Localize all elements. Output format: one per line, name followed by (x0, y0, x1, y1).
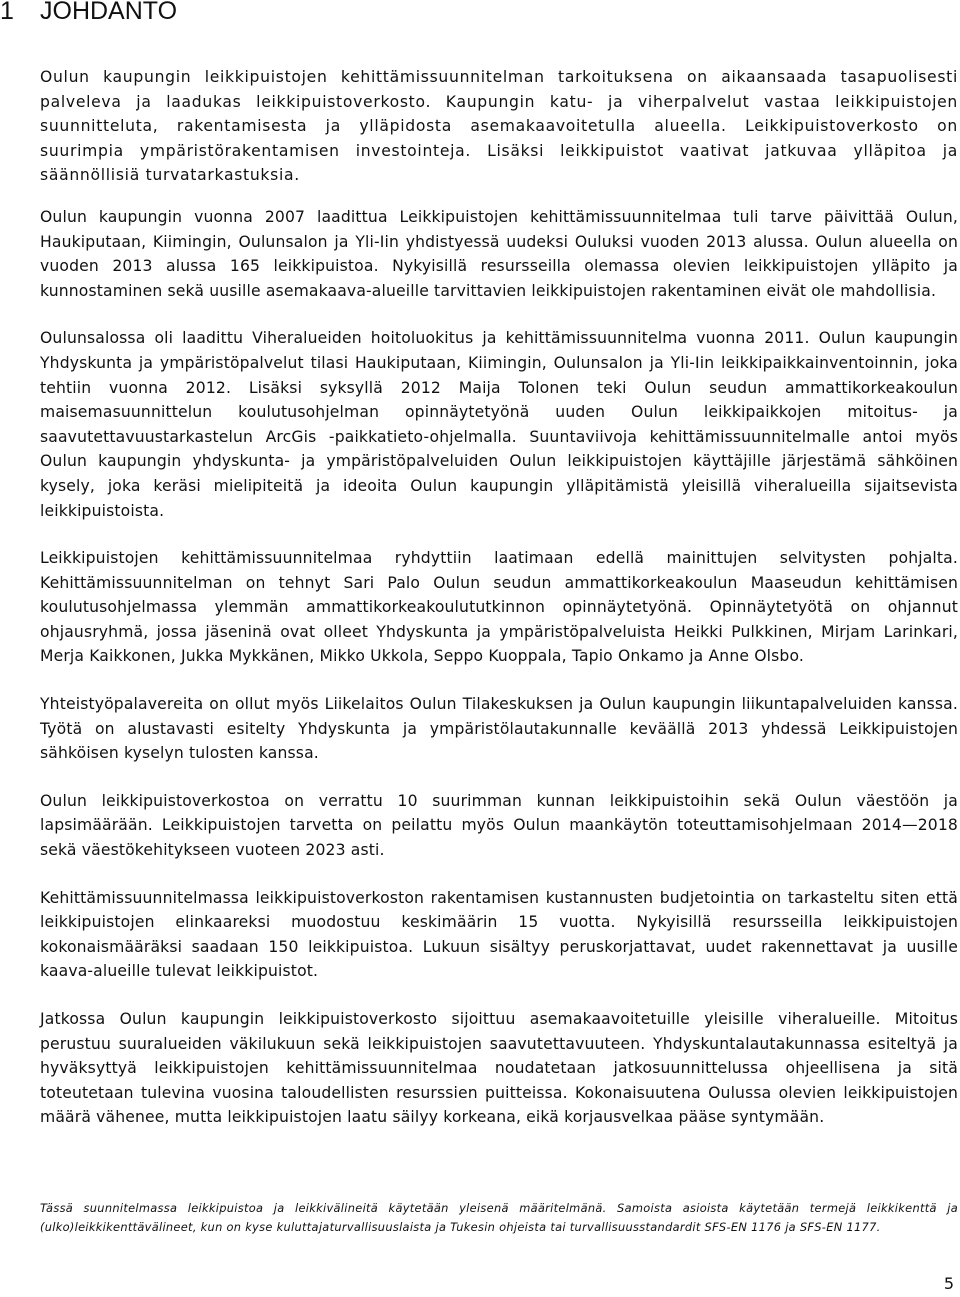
paragraph: Oulun kaupungin leikkipuistojen kehittämissuunnitelman tarkoituksena on aikaansaada tasapuolisesti palveleva ja laadukas leikkipuistoverkosto. Kaupungin katu- ja viherpalvelut vastaa leikkipuistojen suunnitteluta, rakentamisesta ja ylläpidosta asemakaavoitetulla alueella. Leikkipuistoverkosto on suurimpia ympäristörakentamisen investointeja. Lisäksi leikkipuistot vaativat jatkuvaa ylläpitoa ja säännöllisiä turvatarkastuksia. (40, 68, 958, 185)
footnote: Tässä suunnitelmassa leikkipuistoa ja leikkivälineitä käytetään yleisenä määritelmänä. Samoista asioista käytetään termejä leikkikenttä ja (ulko)leikkikenttävälineet, kun on kyse kuluttajaturvallisuuslaista ja Tukesin ohjeista tai turvallisuusstandardit SFS-EN 1176 ja SFS-EN 1177. (40, 1201, 958, 1234)
chapter-heading (0, 0, 177, 26)
paragraph: Oulun leikkipuistoverkostoa on verrattu 10 suurimman kunnan leikkipuistoihin sekä Oulun väestöön ja lapsimäärään. Leikkipuistojen tarvetta on peilattu myös Oulun maankäytön toteuttamisohjelmaan 2014—2018 sekä väestökehitykseen vuoteen 2023 asti. (40, 791, 958, 860)
chapter-title: JOHDANTO (40, 0, 178, 25)
paragraph: Kehittämissuunnitelmassa leikkipuistoverkoston rakentamisen kustannusten budjetointia on tarkasteltu siten että leikkipuistojen elinkaareksi muodostuu keskimäärin 15 vuotta. Nykyisillä resursseilla leikkipuistojen kokonaismääräksi saadaan 150 leikkipuistoa. Lukuun sisältyy peruskorjattavat, uudet rakennettavat ja uusille kaava-alueille tulevat leikkipuistot. (40, 888, 958, 981)
paragraph: Oulun kaupungin vuonna 2007 laadittua Leikkipuistojen kehittämissuunnitelmaa tuli tarve päivittää Oulun, Haukiputaan, Kiimingin, Oulunsalon ja Yli-Iin yhdistyessä uudeksi Ouluksi vuoden 2013 alussa. Oulun alueella on vuoden 2013 alussa 165 leikkipuistoa. Nykyisillä resursseilla olemassa olevien leikkipuistojen ylläpito ja kunnostaminen sekä uusille asemakaava-alueille tarvittavien leikkipuistojen rakentaminen eivät ole mahdollisia. (40, 207, 958, 300)
page-number: 5 (943, 1274, 954, 1293)
paragraph: Jatkossa Oulun kaupungin leikkipuistoverkosto sijoittuu asemakaavoitetuille yleisille viheralueille. Mitoitus perustuu suuralueiden väkilukuun sekä leikkipuistojen saavutettavuuteen. Yhdyskuntalautakunnassa esiteltyä ja hyväksyttyä leikkipuistojen kehittämissuunnitelmaa noudatetaan jatkosuunnittelussa ohjeellisena ja sitä toteutetaan tulevina vuosina taloudellisten resurssien puitteissa. Kokonaisuutena Oulussa olevien leikkipuistojen määrä vähenee, mutta leikkipuistojen laatu säilyy korkeana, eikä korjausvelkaa pääse syntymään. (40, 1010, 958, 1127)
paragraph: Yhteistyöpalavereita on ollut myös Liikelaitos Oulun Tilakeskuksen ja Oulun kaupungin liikuntapalveluiden kanssa. Työtä on alustavasti esitelty Yhdyskunta ja ympäristölautakunnalle keväällä 2013 yhdessä Leikkipuistojen sähköisen kyselyn tulosten kanssa. (40, 695, 958, 763)
body-text (40, 65, 958, 1153)
paragraph: Oulunsalossa oli laadittu Viheralueiden hoitoluokitus ja kehittämissuunnitelma vuonna 2011. Oulun kaupungin Yhdyskunta ja ympäristöpalvelut tilasi Haukiputaan, Kiimingin, Oulunsalon ja Yli-Iin leikkipaikkainventoinnin, joka tehtiin vuonna 2012. Lisäksi syksyllä 2012 Maija Tolonen teki Oulun seudun ammattikorkeakoulun maisemasuunnittelun koulutusohjelman opinnäytetyönä uuden Oulun leikkipaikkojen mitoitus- ja saavutettavuustarkastelun ArcGis -paikkatieto-ohjelmalla. Suuntaviivoja kehittämissuunnitelmalle antoi myös Oulun kaupungin yhdyskunta- ja ympäristöpalveluiden Oulun leikkipuistojen käyttäjille järjestämä sähköinen kysely, joka keräsi mielipiteitä ja ideoita Oulun kaupungin ylläpitämistä yleisillä viheralueilla sijaitsevista leikkipuistoista. (40, 329, 958, 520)
paragraph: Leikkipuistojen kehittämissuunnitelmaa ryhdyttiin laatimaan edellä mainittujen selvitysten pohjalta. Kehittämissuunnitelman on tehnyt Sari Palo Oulun seudun ammattikorkeakoulun Maaseudun kehittämisen koulutusohjelmassa ylemmän ammattikorkeakoulututkinnon opinnäytetyönä. Opinnäytetyötä on ohjannut ohjausryhmä, jossa jäseninä ovat olleet Yhdyskunta ja ympäristöpalveluista Heikki Pulkkinen, Mirjam Larinkari, Merja Kaikkonen, Jukka Mykkänen, Mikko Ukkola, Seppo Kuoppala, Tapio Onkamo ja Anne Olsbo. (40, 549, 958, 666)
chapter-number: 1 (0, 0, 14, 25)
